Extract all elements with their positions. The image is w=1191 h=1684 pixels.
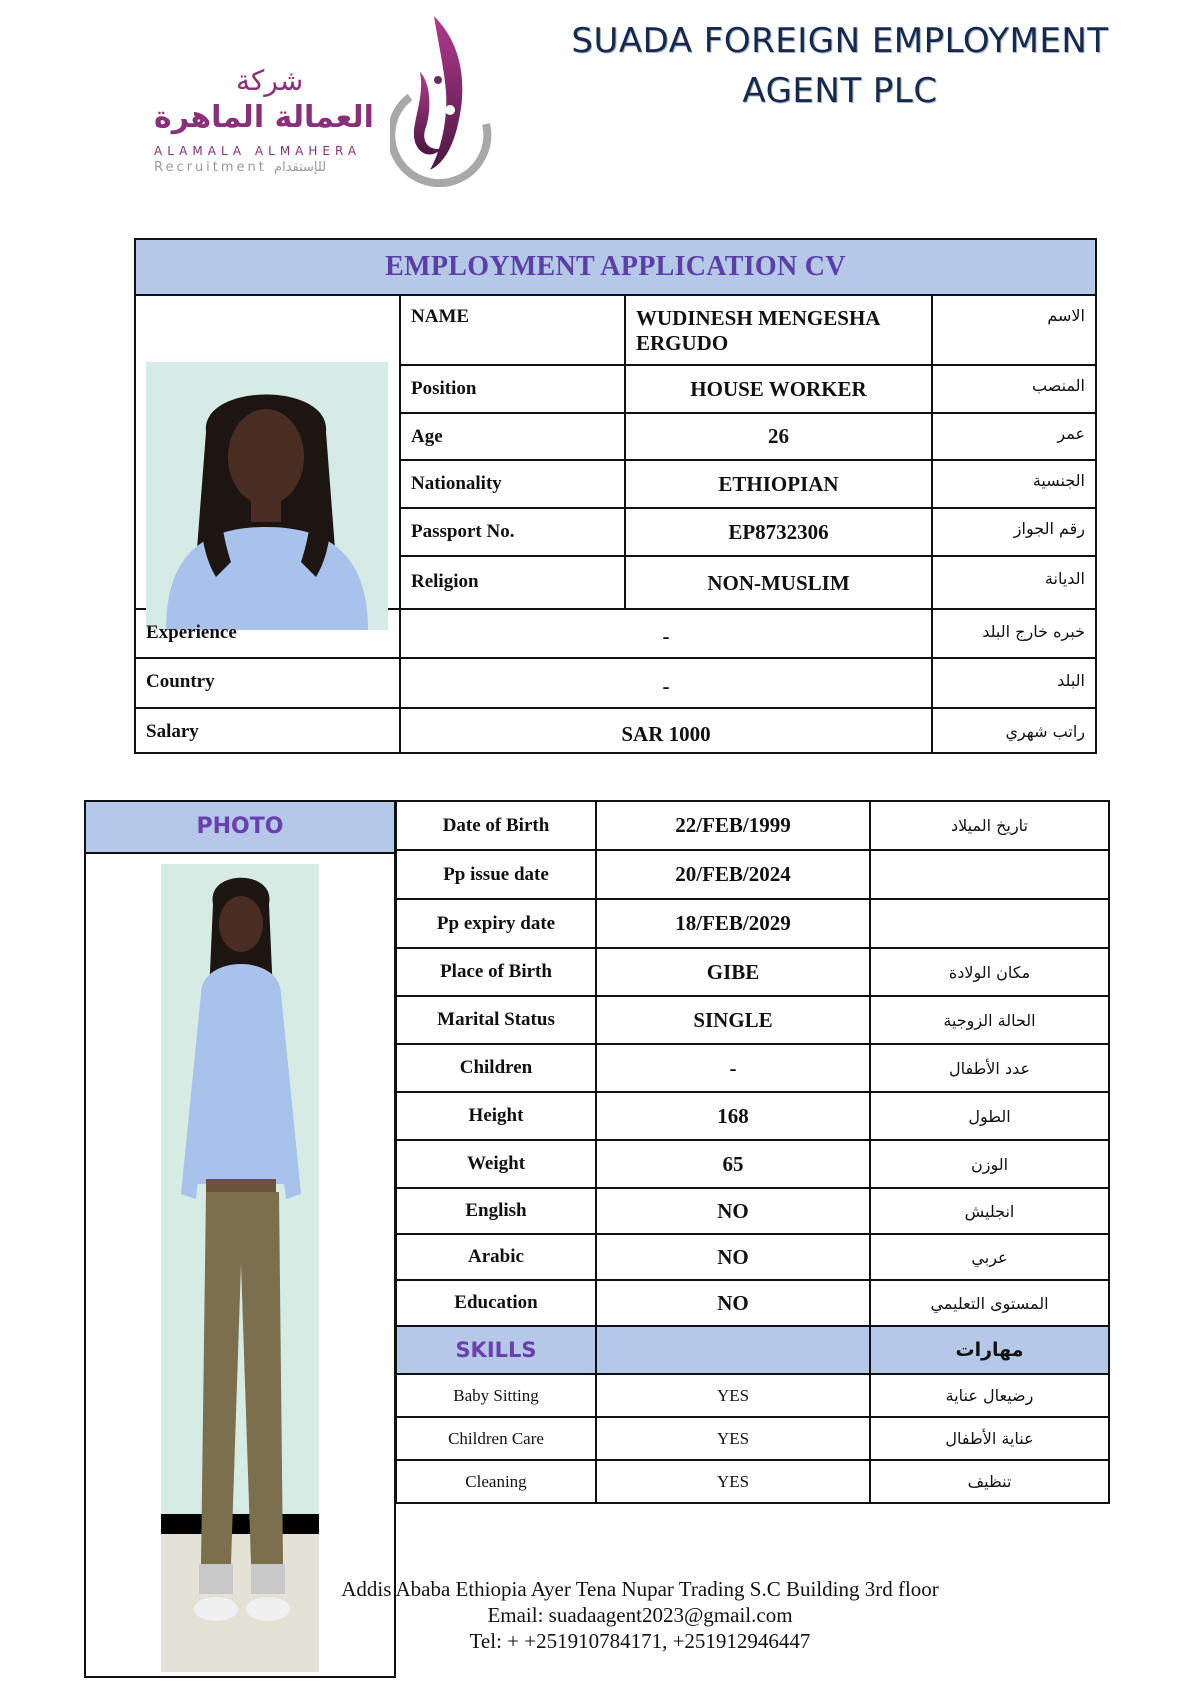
value-nationality: ETHIOPIAN xyxy=(626,461,933,509)
label-country: Country xyxy=(136,659,401,709)
value-dob: 22/FEB/1999 xyxy=(597,802,871,849)
skill-row-children-care xyxy=(397,1418,1110,1461)
value-pp-issue: 20/FEB/2024 xyxy=(597,851,871,898)
detail-row-marital xyxy=(397,997,1110,1045)
portrait-image xyxy=(146,362,388,630)
skills-header-value xyxy=(597,1327,871,1373)
value-religion: NON-MUSLIM xyxy=(626,557,933,610)
label-height: Height xyxy=(397,1093,597,1139)
company-name-line2: AGENT PLC xyxy=(742,71,938,111)
detail-row-pp-issue xyxy=(397,851,1110,900)
arabic-weight: الوزن xyxy=(871,1141,1110,1187)
logo-arabic-line2: العمالة الماهرة xyxy=(154,100,374,135)
value-height: 168 xyxy=(597,1093,871,1139)
value-country: - xyxy=(401,659,933,709)
label-position: Position xyxy=(401,366,626,414)
label-baby-sitting: Baby Sitting xyxy=(397,1375,597,1416)
details-grid xyxy=(395,800,1110,1504)
detail-row-weight xyxy=(397,1141,1110,1189)
footer-email: Email: suadaagent2023@gmail.com xyxy=(487,1603,793,1627)
value-children-care: YES xyxy=(597,1418,871,1459)
detail-row-education xyxy=(397,1281,1110,1327)
arabic-religion: الديانة xyxy=(933,557,1095,610)
arabic-pp-expiry xyxy=(871,900,1110,947)
full-photo-column xyxy=(84,800,396,1678)
portrait-cell xyxy=(136,294,401,610)
arabic-arabic: عربي xyxy=(871,1235,1110,1279)
label-marital: Marital Status xyxy=(397,997,597,1043)
arabic-marital: الحالة الزوجية xyxy=(871,997,1110,1043)
value-position: HOUSE WORKER xyxy=(626,366,933,414)
value-age: 26 xyxy=(626,414,933,461)
detail-row-arabic xyxy=(397,1235,1110,1281)
arabic-name: الاسم xyxy=(933,294,1095,366)
label-passport: Passport No. xyxy=(401,509,626,557)
value-arabic: NO xyxy=(597,1235,871,1279)
arabic-salary: راتب شهري xyxy=(1005,722,1085,741)
full-body-photo xyxy=(161,864,319,1672)
arabic-english: انجليش xyxy=(871,1189,1110,1233)
label-nationality: Nationality xyxy=(401,461,626,509)
label-dob: Date of Birth xyxy=(397,802,597,849)
detail-row-english xyxy=(397,1189,1110,1235)
value-name: WUDINESH MENGESHA ERGUDO xyxy=(626,294,933,366)
portrait-photo xyxy=(146,362,388,630)
detail-row-pp-expiry xyxy=(397,900,1110,949)
arabic-passport: رقم الجواز xyxy=(933,509,1095,557)
label-children-care: Children Care xyxy=(397,1418,597,1459)
value-english: NO xyxy=(597,1189,871,1233)
arabic-height: الطول xyxy=(871,1093,1110,1139)
label-children: Children xyxy=(397,1045,597,1091)
cv-details-table xyxy=(84,800,1108,1678)
value-children: - xyxy=(597,1045,871,1091)
company-logo xyxy=(140,12,510,192)
value-experience: - xyxy=(401,610,933,659)
value-salary: SAR 1000 xyxy=(401,709,933,752)
label-pp-expiry: Pp expiry date xyxy=(397,900,597,947)
value-marital: SINGLE xyxy=(597,997,871,1043)
value-pp-expiry: 18/FEB/2029 xyxy=(597,900,871,947)
full-body-image xyxy=(161,864,319,1672)
footer-address: Addis Ababa Ethiopia Ayer Tena Nupar Trading S.C Building 3rd floor xyxy=(341,1577,939,1601)
arabic-position: المنصب xyxy=(933,366,1095,414)
company-name-line1: SUADA FOREIGN EMPLOYMENT xyxy=(571,21,1109,61)
footer-phone: Tel: + +251910784171, +251912946447 xyxy=(469,1629,811,1653)
cv-title: EMPLOYMENT APPLICATION CV xyxy=(136,240,1095,296)
label-salary: Salary xyxy=(136,709,401,752)
label-arabic: Arabic xyxy=(397,1235,597,1279)
label-cleaning: Cleaning xyxy=(397,1461,597,1502)
logo-english-name: ALAMALA ALMAHERA xyxy=(154,144,362,158)
arabic-dob: تاريخ الميلاد xyxy=(871,802,1110,849)
company-name xyxy=(560,16,1120,116)
footer-contact xyxy=(300,1576,980,1654)
value-passport: EP8732306 xyxy=(626,509,933,557)
arabic-country: البلد xyxy=(933,659,1095,709)
arabic-nationality: الجنسية xyxy=(933,461,1095,509)
value-baby-sitting: YES xyxy=(597,1375,871,1416)
logo-arabic-line1: شركة xyxy=(236,64,304,97)
label-age: Age xyxy=(401,414,626,461)
label-english: English xyxy=(397,1189,597,1233)
logo-emblem-icon xyxy=(390,12,502,187)
value-cleaning: YES xyxy=(597,1461,871,1502)
arabic-baby-sitting: رضيعال عناية xyxy=(871,1375,1110,1416)
arabic-pp-issue xyxy=(871,851,1110,898)
arabic-age: عمر xyxy=(933,414,1095,461)
arabic-experience: خبره خارج البلد xyxy=(933,610,1095,659)
skill-row-baby-sitting xyxy=(397,1375,1110,1418)
detail-row-place-of-birth xyxy=(397,949,1110,997)
skills-header-arabic: مهارات xyxy=(871,1327,1110,1373)
label-religion: Religion xyxy=(401,557,626,610)
skill-row-cleaning xyxy=(397,1461,1110,1504)
value-education: NO xyxy=(597,1281,871,1325)
detail-row-children xyxy=(397,1045,1110,1093)
arabic-education: المستوى التعليمي xyxy=(871,1281,1110,1325)
value-place-of-birth: GIBE xyxy=(597,949,871,995)
photo-header: PHOTO xyxy=(86,802,394,854)
arabic-cleaning: تنظيف xyxy=(871,1461,1110,1502)
label-pp-issue: Pp issue date xyxy=(397,851,597,898)
value-weight: 65 xyxy=(597,1141,871,1187)
arabic-children: عدد الأطفال xyxy=(871,1045,1110,1091)
label-place-of-birth: Place of Birth xyxy=(397,949,597,995)
label-experience: Experience xyxy=(136,610,401,659)
skills-header-label: SKILLS xyxy=(397,1327,597,1373)
label-education: Education xyxy=(397,1281,597,1325)
label-name: NAME xyxy=(401,294,626,366)
detail-row-height xyxy=(397,1093,1110,1141)
cv-summary-table xyxy=(134,238,1097,754)
arabic-children-care: عناية الأطفال xyxy=(871,1418,1110,1459)
logo-recruitment: Recruitment للإستقدام xyxy=(154,160,327,175)
label-weight: Weight xyxy=(397,1141,597,1187)
skills-header-row xyxy=(397,1327,1110,1375)
detail-row-dob xyxy=(397,802,1110,851)
arabic-place-of-birth: مكان الولادة xyxy=(871,949,1110,995)
